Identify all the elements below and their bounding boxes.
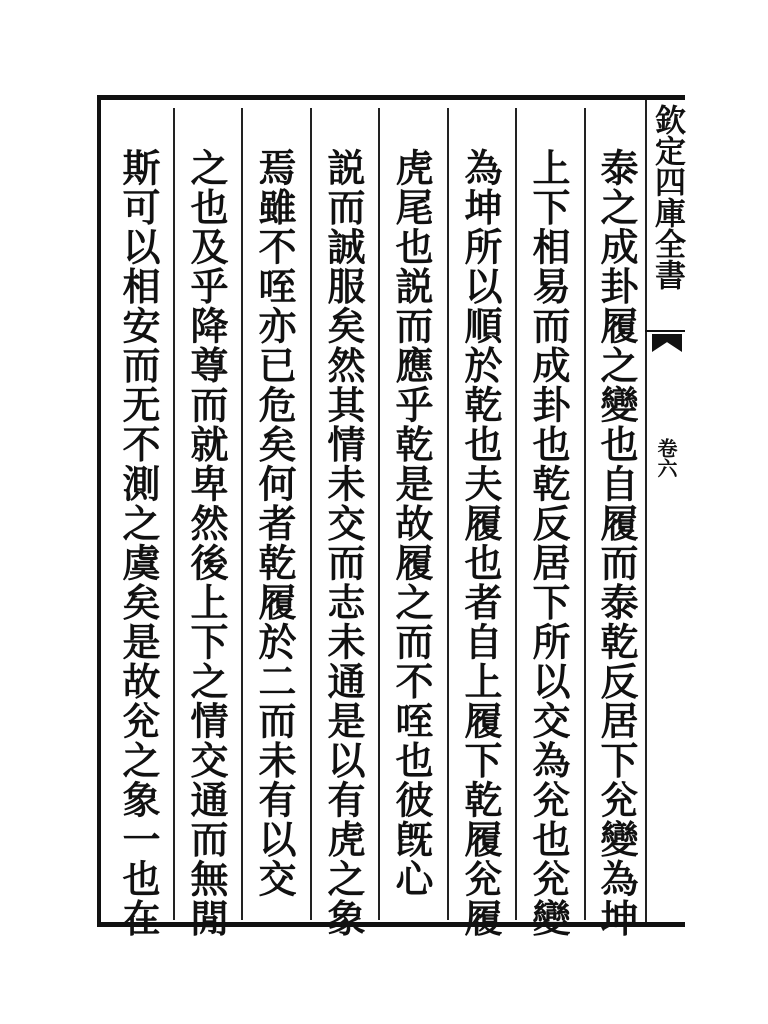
column-rule (378, 108, 380, 920)
margin-rule (645, 100, 647, 922)
book-title: 欽定四庫全書 (649, 104, 685, 290)
text-column-8: 斯可以相安而无不測之虞矣是故兊之象一也在 (116, 148, 161, 938)
text-column-3: 為坤所以順於乾也夫履也者自上履下乾履兊履 (458, 148, 503, 938)
text-column-7: 之也及乎降尊而就卑然後上下之情交通而無閒 (184, 148, 229, 938)
column-rule (584, 108, 586, 920)
column-rule (173, 108, 175, 920)
column-rule (310, 108, 312, 920)
margin-divider (645, 330, 685, 332)
column-rule (241, 108, 243, 920)
column-rule (515, 108, 517, 920)
text-column-4: 虎尾也説而應乎乾是故履之而不咥也彼旣心 (389, 148, 434, 899)
text-column-5: 説而誠服矣然其情未交而志未通是以有虎之象 (321, 148, 366, 938)
column-rule (447, 108, 449, 920)
text-column-1: 泰之成卦履之變也自履而泰乾反居下兊變為坤 (594, 148, 639, 938)
text-column-6: 焉雖不咥亦已危矣何者乾履於二而未有以交 (252, 148, 297, 899)
volume-label: 卷六 (654, 438, 678, 478)
text-column-2: 上下相易而成卦也乾反居下所以交為兊也兊變 (526, 148, 571, 938)
